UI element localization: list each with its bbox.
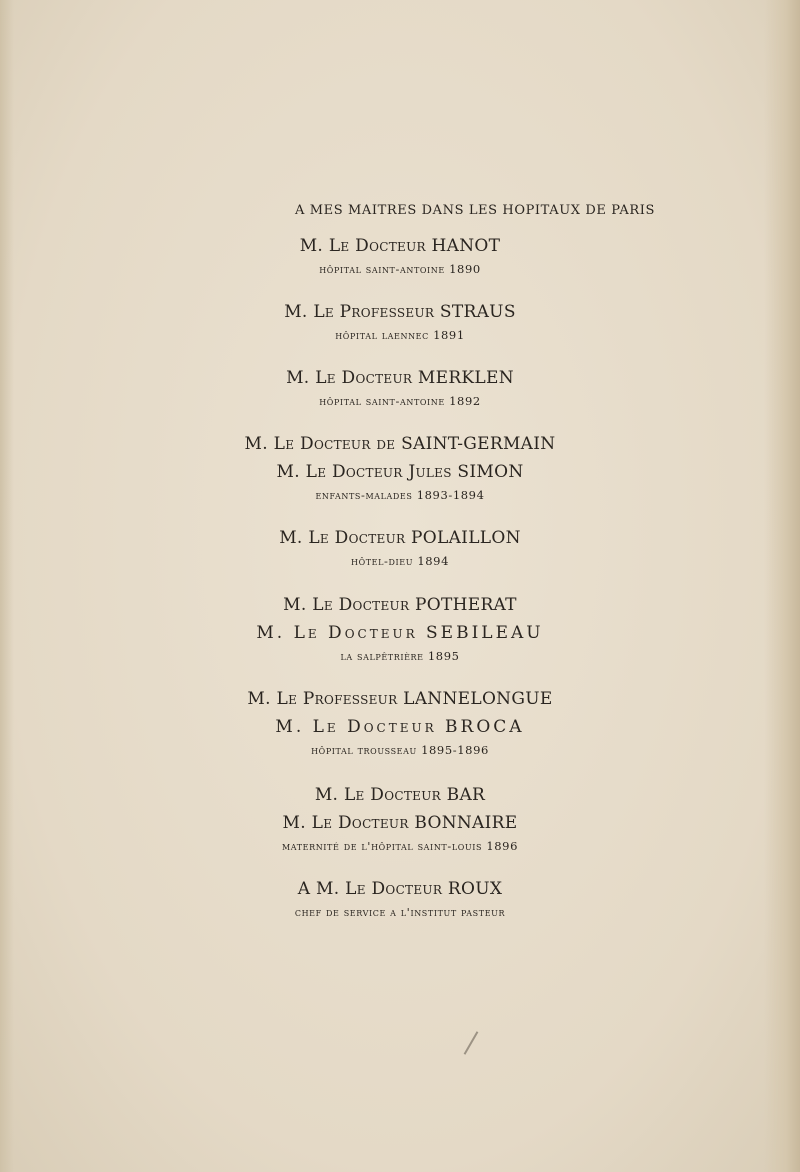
- teacher-name-lannelongue: M. Le Professeur LANNELONGUE: [247, 689, 553, 709]
- teacher-name-broca: M. Le Docteur BROCA: [275, 717, 525, 737]
- hospital-enfants-malades-1893-1894: enfants-malades 1893-1894: [315, 488, 485, 502]
- hospital-maternite-saint-louis-1896: maternité de l'hôpital saint-louis 1896: [281, 839, 519, 853]
- hospital-trousseau-1895-1896: hôpital trousseau 1895-1896: [311, 743, 489, 757]
- teacher-name-saint-germain: M. Le Docteur de SAINT-GERMAIN: [244, 434, 556, 454]
- teacher-name-simon: M. Le Docteur Jules SIMON: [276, 462, 524, 482]
- teacher-name-straus: M. Le Professeur STRAUS: [284, 302, 516, 322]
- hospital-salpetriere-1895: la salpêtrière 1895: [340, 649, 460, 663]
- teacher-name-potherat: M. Le Docteur POTHERAT: [283, 595, 517, 615]
- teacher-name-bar: M. Le Docteur BAR: [314, 785, 486, 805]
- dedication-heading: A MES MAITRES DANS LES HOPITAUX DE PARIS: [295, 203, 655, 218]
- hospital-hotel-dieu-1894: hôtel-dieu 1894: [351, 554, 449, 568]
- hospital-saint-antoine-1890: hôpital saint-antoine 1890: [319, 262, 481, 276]
- teacher-name-roux: A M. Le Docteur ROUX: [297, 879, 503, 899]
- page-edge-left: [0, 0, 14, 1172]
- teacher-name-merklen: M. Le Docteur MERKLEN: [286, 368, 514, 388]
- teacher-name-bonnaire: M. Le Docteur BONNAIRE: [282, 813, 518, 833]
- teacher-name-sebileau: M. Le Docteur SEBILEAU: [256, 623, 544, 643]
- hospital-laennec-1891: hôpital laennec 1891: [335, 328, 465, 342]
- teacher-name-polaillon: M. Le Docteur POLAILLON: [279, 528, 521, 548]
- teacher-name-hanot: M. Le Docteur HANOT: [299, 236, 501, 256]
- institut-pasteur-service: chef de service a l'institut pasteur: [294, 905, 506, 919]
- page-edge-right: [764, 0, 800, 1172]
- hospital-saint-antoine-1892: hôpital saint-antoine 1892: [319, 394, 481, 408]
